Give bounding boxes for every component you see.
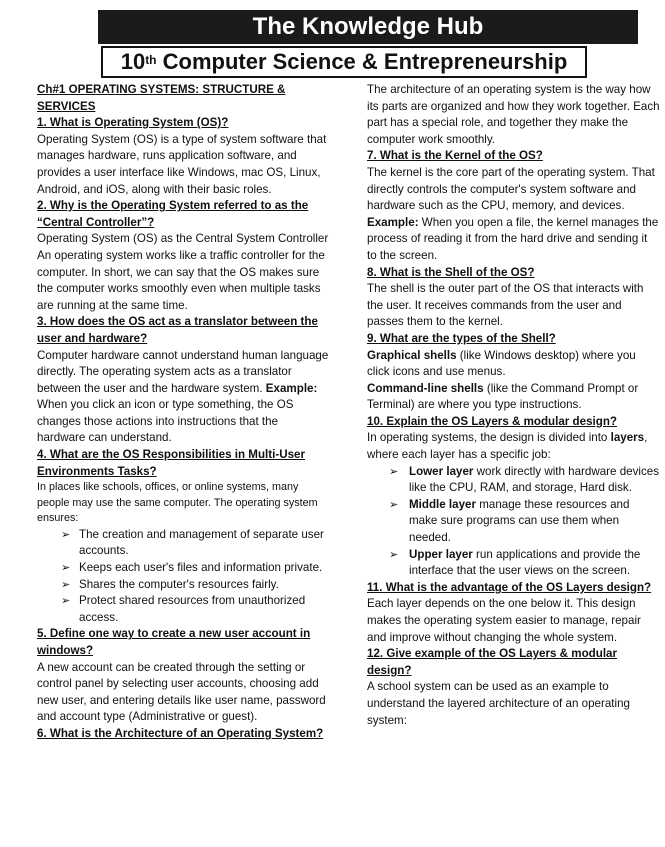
question-2: 2. Why is the Operating System referred to as the “Central Controller”? [37,199,309,229]
answer-7-example: When you open a file, the kernel manages the process of reading it from the hard drive and sending it to the screen. [367,215,659,262]
answer-10-layers-word: layers [610,431,645,445]
answer-3-example: When you click an icon or type something, the OS changes those actions into instructions that the hardware can understand. [37,398,294,445]
answer-3-example-label: Example: [265,381,318,395]
page-subtitle [101,46,587,78]
graphical-shells-text: (like Windows desktop) where you click icons and use menus. [367,348,636,379]
answer-7 [367,165,660,265]
question-11: 11. What is the advantage of the OS Layers design? [367,580,652,594]
graphical-shells-label: Graphical shells [367,348,457,362]
list-item: ➢ Protect shared resources from unauthorized access. [37,593,329,626]
question-1: 1. What is Operating System (OS)? [37,116,229,130]
answer-3 [37,348,329,448]
page-title: The Knowledge Hub [98,10,638,44]
question-3: 3. How does the OS act as a translator between the user and hardware? [37,315,318,345]
subtitle-subject: Computer Science & Entrepreneurship [156,49,568,74]
answer-10 [367,430,660,463]
answer-6: The architecture of an operating system is the way how its parts are organized and how they work together. Each part has a special role, and together they make the computer work smoothly. [367,83,660,146]
question-9: 9. What are the types of the Shell? [367,331,556,345]
answer-10-text: In operating systems, the design is divided into [367,431,611,445]
question-5: 5. Define one way to create a new user account in windows? [37,627,311,657]
answer-7-example-label: Example: [367,215,419,229]
subtitle-grade: 10 [120,49,146,74]
question-12: 12. Give example of the OS Layers & modular design? [367,647,618,677]
command-line-shells-label: Command-line shells [367,381,484,395]
answer-12: A school system can be used as an example to understand the layered architecture of an operating system: [367,680,630,727]
answer-2: Operating System (OS) as the Central System Controller An operating system works like a traffic controller for the computer. In short, we can say that the OS makes sure the computer works smoothly even when multiple tasks are running at the same time. [37,232,329,312]
command-line-shells-text: (like the Command Prompt or Terminal) are where you type instructions. [367,381,639,412]
layer-text: manage these resources and make sure programs can use them when needed. [409,497,630,545]
answer-4: In places like schools, offices, or online systems, many people may use the same computer. The operating system ensures: [37,481,318,525]
answer-9-graphical [367,348,660,381]
subtitle-ordinal: th [145,53,157,67]
answer-5: A new account can be created through the setting or control panel by selecting user accounts, choosing add new user, and entering details like user name, password and account type (Administrative or guest). [37,660,326,724]
answer-8: The shell is the outer part of the OS that interacts with the user. It receives commands from the user and passes them to the kernel. [367,282,644,329]
layer-label: Lower layer [409,464,474,478]
layers-list [367,464,660,580]
right-column [367,82,660,729]
answer-7-text: The kernel is the core part of the operating system. That directly controls the computer's system software and hardware such as the CPU, memory, and devices. [367,165,655,213]
question-7: 7. What is the Kernel of the OS? [367,149,543,163]
layer-label: Upper layer [409,547,473,561]
question-10: 10. Explain the OS Layers & modular design? [367,414,617,428]
answer-10-text-end: , where each layer has a specific job: [367,431,648,462]
layer-label: Middle layer [409,497,477,511]
list-item: ➢ Keeps each user's files and information private. [37,560,329,577]
list-item: ➢ The creation and management of separate user accounts. [37,527,329,560]
answer-11: Each layer depends on the one below it. This design makes the operating system easier to manage, repair and improve without changing the whole system. [367,597,641,644]
question-8: 8. What is the Shell of the OS? [367,265,535,279]
answer-1: Operating System (OS) is a type of system software that manages hardware, runs application software, and provides a user interface like Windows, mac OS, Linux, Android, and iOS, along with their basic roles. [37,132,327,196]
question-4: 4. What are the OS Responsibilities in Multi-User Environments Tasks? [37,448,305,478]
answer-4-list [37,527,329,627]
layer-text: work directly with hardware devices like the CPU, RAM, and storage, Hard disk. [409,464,660,495]
answer-9-command-line [367,381,660,414]
question-6: 6. What is the Architecture of an Operating System? [37,726,324,740]
list-item-lower-layer [367,464,660,497]
list-item-upper-layer [367,547,660,580]
list-item-middle-layer [367,497,660,547]
layer-text: run applications and provide the interface that the user views on the screen. [409,547,641,578]
answer-3-text: Computer hardware cannot understand human language directly. The operating system acts as a translator between the user and the hardware system. [37,348,329,395]
left-column [37,82,329,742]
list-item: ➢ Shares the computer's resources fairly. [37,577,329,594]
chapter-heading: Ch#1 OPERATING SYSTEMS: STRUCTURE & SERVICES [37,83,286,113]
